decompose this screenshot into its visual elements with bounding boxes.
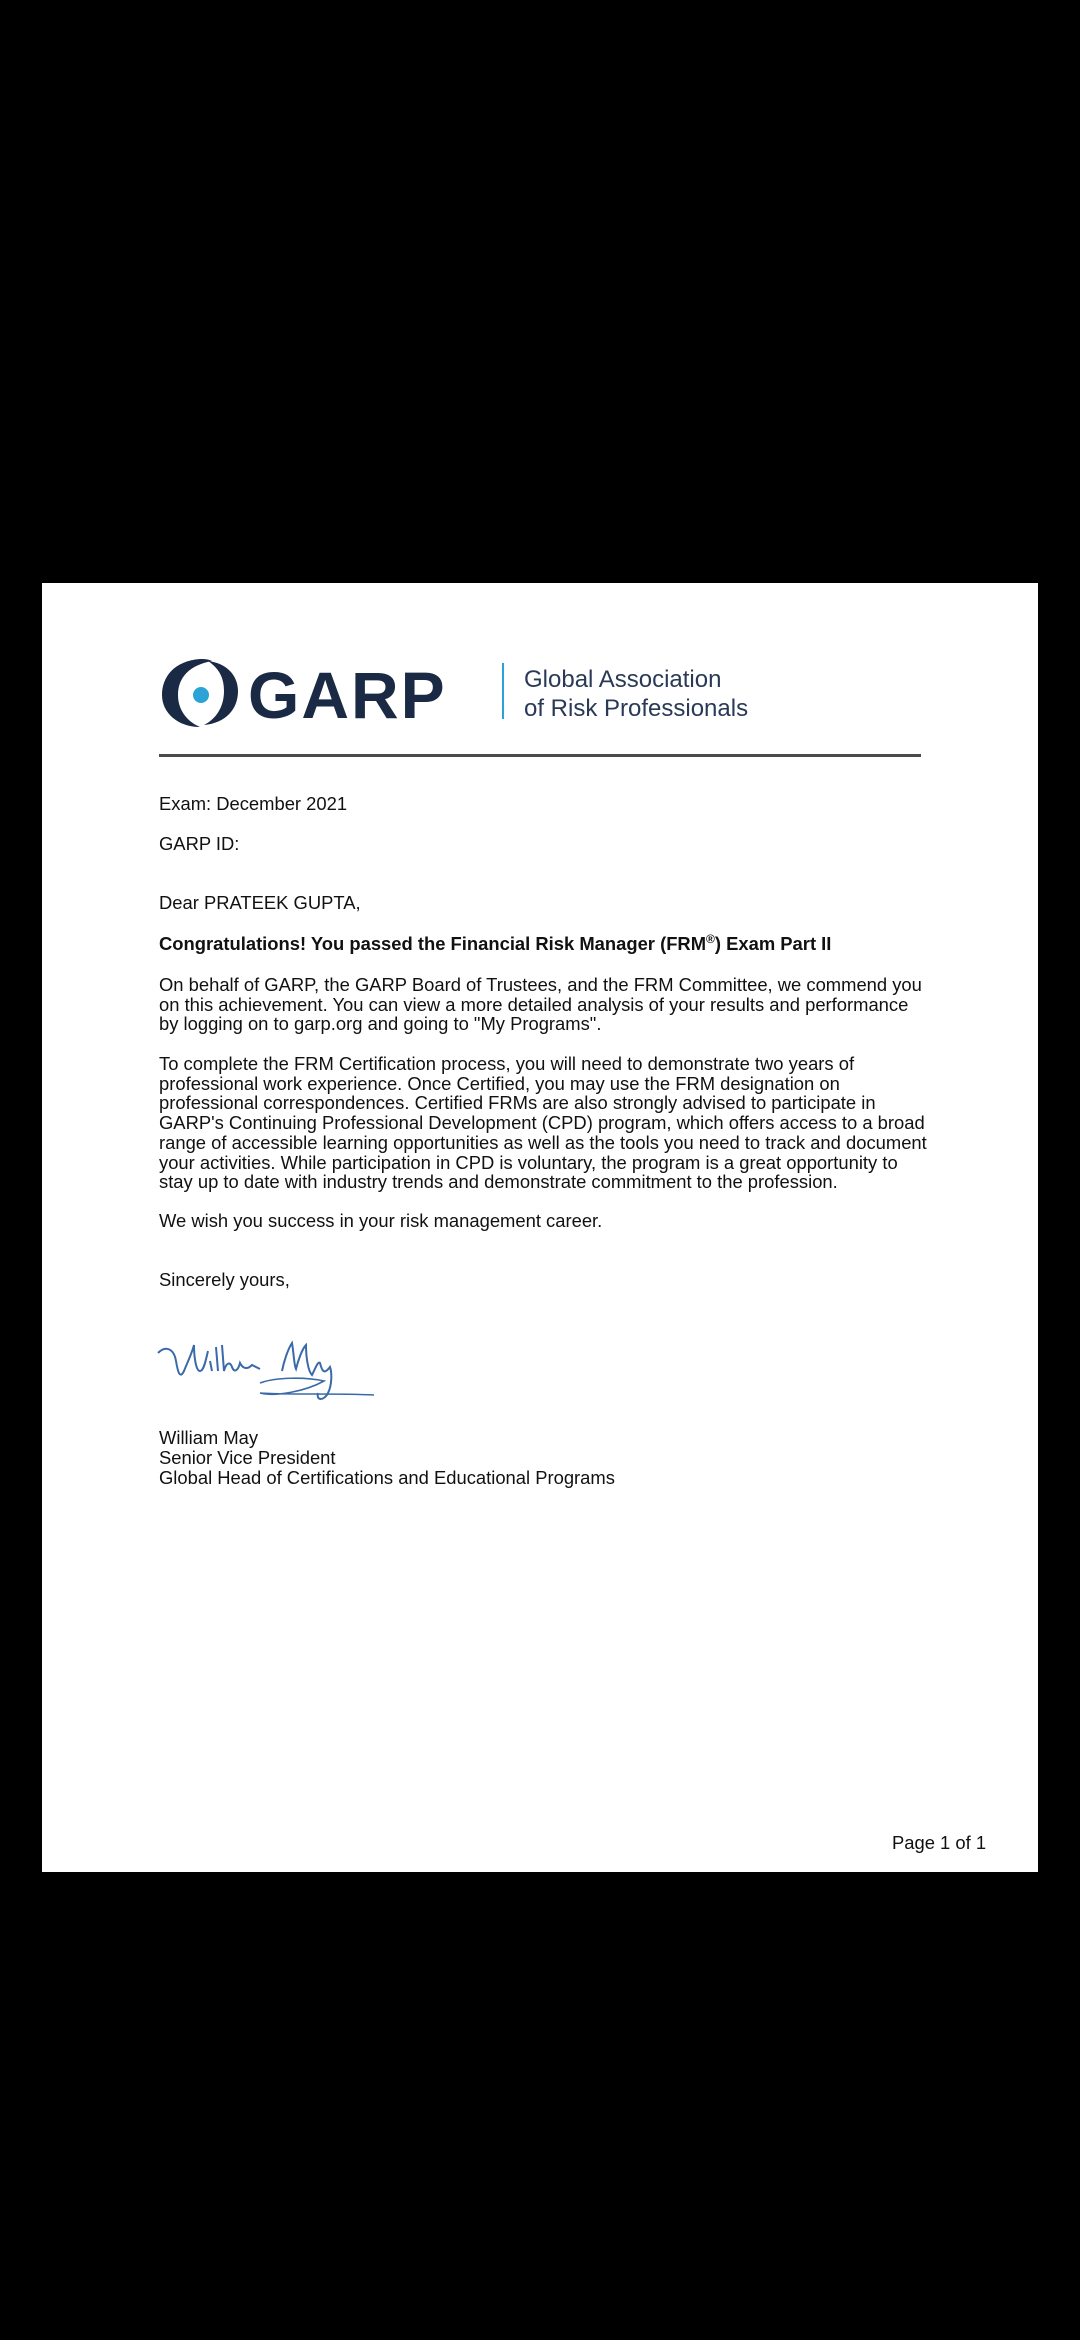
- registered-mark: ®: [706, 932, 715, 946]
- garp-logo: [160, 653, 749, 733]
- logo-divider: [502, 663, 504, 719]
- letter-page: [42, 583, 1038, 1872]
- closing: Sincerely yours,: [159, 1269, 290, 1290]
- signer-department: Global Head of Certifications and Educational Programs: [159, 1467, 615, 1488]
- salutation: Dear PRATEEK GUPTA,: [159, 892, 361, 913]
- logo-dot: [193, 687, 209, 703]
- header-divider: [159, 754, 921, 757]
- congratulations-prefix: Congratulations! You passed the Financial Risk Manager (FRM: [159, 933, 707, 954]
- exam-line: Exam: December 2021: [159, 793, 348, 814]
- garp-id-line: GARP ID:: [159, 833, 240, 854]
- signer-name: William May: [159, 1427, 259, 1448]
- paragraph-wishes: We wish you success in your risk management career.: [159, 1210, 603, 1231]
- logo-org-line-1: Global Association: [524, 666, 722, 693]
- congratulations-heading: [159, 934, 831, 954]
- logo-swoosh-right: [204, 661, 238, 725]
- logo-org-line-2: of Risk Professionals: [524, 695, 749, 722]
- logo-wordmark: GARP: [248, 658, 447, 732]
- paragraph-commendation: On behalf of GARP, the GARP Board of Trustees, and the FRM Committee, we commend you on this achievement. You can view a more detailed analysis of your results and performance by logging on to garp.org and going to "My Programs".: [159, 974, 922, 1035]
- paragraph-certification: To complete the FRM Certification process, you will need to demonstrate two years of professional work experience. Once Certified, you may use the FRM designation on professional correspondences. Certified FRMs are also strongly advised to participate in GARP's Continuing Professional Development (CPD) program, which offers access to a broad range of accessible learning opportunities as well as the tools you need to track and document your activities. While participation in CPD is voluntary, the program is a great opportunity to stay up to date with industry trends and demonstrate commitment to the profession.: [159, 1053, 927, 1193]
- page-number: Page 1 of 1: [892, 1832, 987, 1853]
- signer-title: Senior Vice President: [159, 1447, 336, 1468]
- handwritten-signature: [156, 1331, 376, 1419]
- congratulations-suffix: ) Exam Part II: [714, 933, 832, 954]
